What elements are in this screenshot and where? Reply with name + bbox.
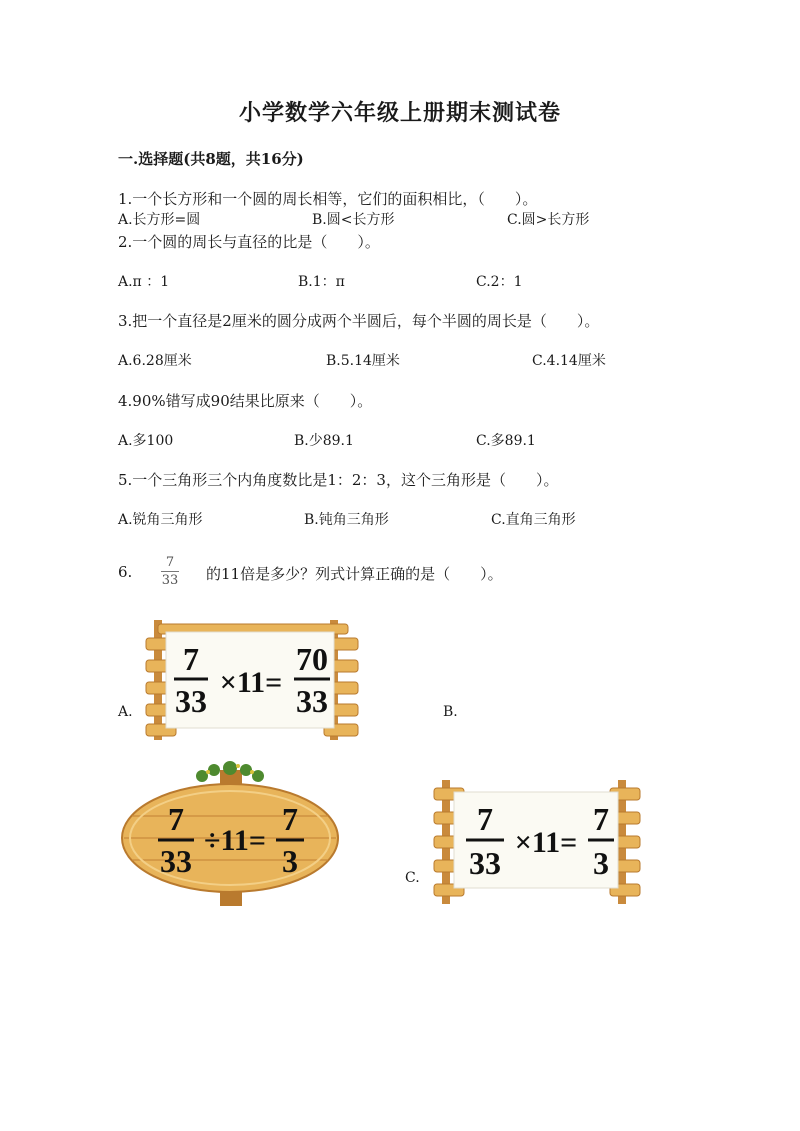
question-2-option-c[interactable]: C.2：1 [476, 274, 523, 290]
sign-b-numerator-1: 7 [168, 801, 184, 837]
question-6-fraction [161, 555, 179, 588]
option-c-sign-image[interactable] [432, 778, 644, 906]
question-6-number: 6. [118, 563, 133, 581]
sign-a-numerator-2: 70 [296, 641, 328, 677]
sign-a-denominator-2: 33 [296, 683, 328, 719]
question-2-option-b[interactable]: B.1：π [298, 274, 345, 290]
sign-b-operator: ÷11= [204, 824, 266, 857]
sign-c-numerator-2: 7 [593, 801, 609, 837]
question-1-stem: 1.一个长方形和一个圆的周长相等，它们的面积相比，（ ）。 [118, 190, 538, 208]
sign-c-denominator-2: 3 [593, 845, 609, 881]
question-5-option-a[interactable]: A.锐角三角形 [118, 512, 203, 528]
sign-c-operator: ×11= [514, 826, 578, 859]
question-4-option-a[interactable]: A.多100 [118, 433, 174, 449]
sign-c-numerator-1: 7 [477, 801, 493, 837]
fraction-denominator: 33 [161, 573, 179, 588]
question-3-option-a[interactable]: A.6.28厘米 [118, 353, 192, 369]
question-2-stem: 2.一个圆的周长与直径的比是（ ）。 [118, 233, 380, 251]
question-3-option-b[interactable]: B.5.14厘米 [326, 353, 400, 369]
question-1-option-c[interactable]: C.圆>长方形 [507, 212, 590, 228]
section-heading: 一.选择题(共8题，共16分) [118, 150, 304, 168]
question-6-option-c-label[interactable]: C. [405, 870, 420, 886]
question-5-option-b[interactable]: B.钝角三角形 [304, 512, 389, 528]
sign-b-denominator-2: 3 [282, 843, 298, 879]
fraction-bar [161, 571, 179, 572]
page-title: 小学数学六年级上册期末测试卷 [238, 100, 561, 126]
question-5-stem: 5.一个三角形三个内角度数比是1：2：3，这个三角形是（ ）。 [118, 471, 559, 489]
option-a-sign-image[interactable] [144, 618, 362, 742]
question-1-option-b[interactable]: B.圆<长方形 [312, 212, 395, 228]
question-6-option-b-label[interactable]: B. [443, 704, 458, 720]
question-1-option-a[interactable]: A.长方形=圆 [118, 212, 201, 228]
fraction-numerator: 7 [165, 555, 175, 570]
sign-b-numerator-2: 7 [282, 801, 298, 837]
question-4-option-c[interactable]: C.多89.1 [476, 433, 536, 449]
question-2-option-a[interactable]: A.π ：1 [118, 274, 170, 290]
sign-a-numerator-1: 7 [183, 641, 199, 677]
question-6-option-a-label[interactable]: A. [118, 704, 133, 720]
question-3-stem: 3.把一个直径是2厘米的圆分成两个半圆后，每个半圆的周长是（ ）。 [118, 312, 600, 330]
question-4-option-b[interactable]: B.少89.1 [294, 433, 354, 449]
question-6-stem: 的11倍是多少？列式计算正确的是（ ）。 [206, 565, 503, 583]
question-4-stem: 4.90%错写成90结果比原来（ ）。 [118, 392, 373, 410]
sign-a-denominator-1: 33 [175, 683, 207, 719]
sign-a-operator: ×11= [219, 666, 283, 699]
question-3-option-c[interactable]: C.4.14厘米 [532, 353, 606, 369]
question-5-option-c[interactable]: C.直角三角形 [491, 512, 576, 528]
sign-c-denominator-1: 33 [469, 845, 501, 881]
option-b-sign-image[interactable] [120, 760, 344, 908]
sign-b-denominator-1: 33 [160, 843, 192, 879]
